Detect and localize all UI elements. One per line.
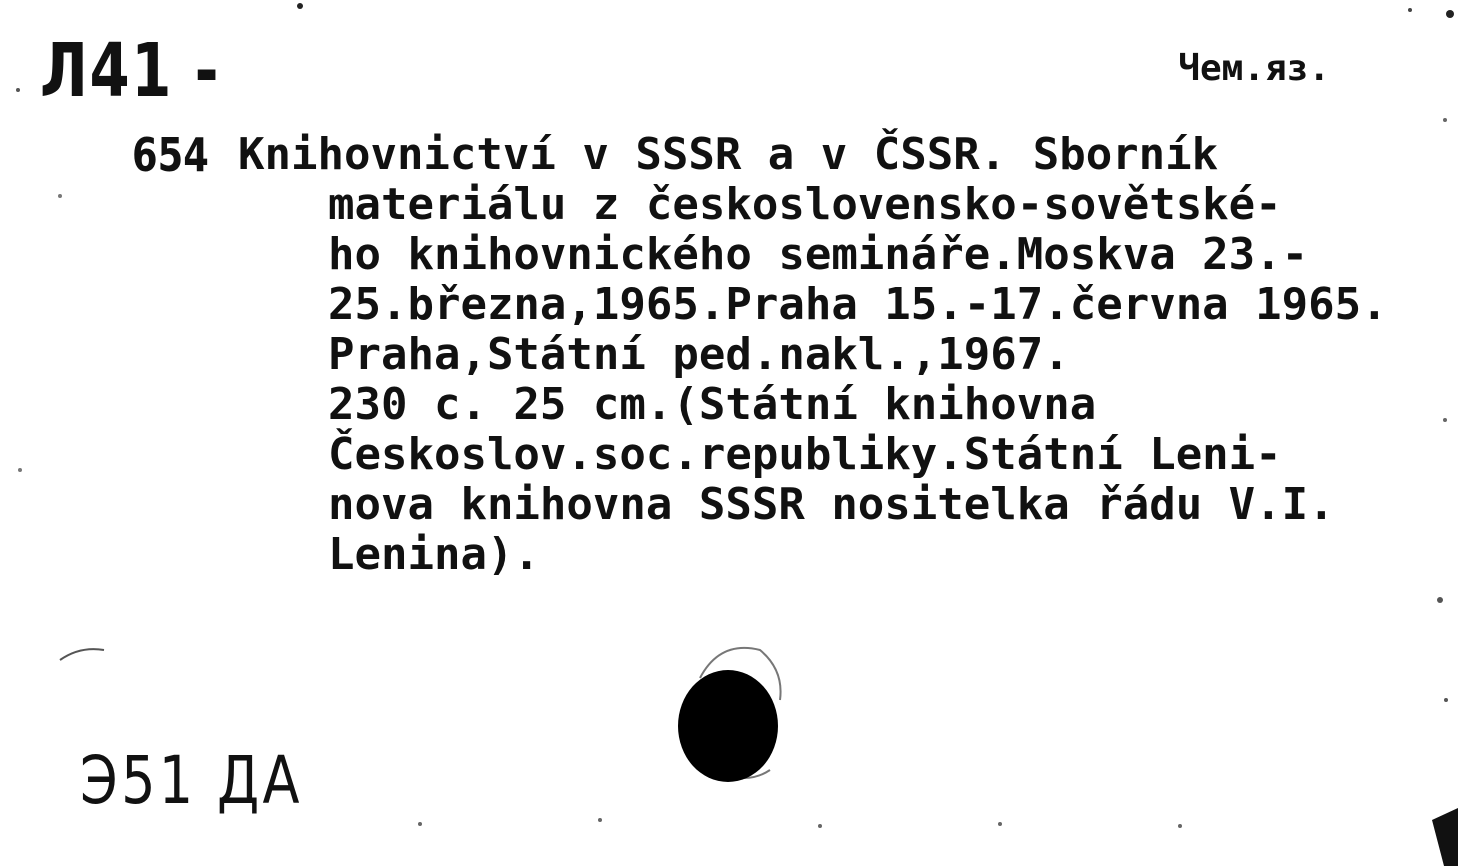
shelf-number: 654: [132, 128, 209, 182]
entry-line: Praha,Státní ped.nakl.,1967.: [328, 329, 1070, 380]
entry-line: 230 с. 25 cm.(Státní knihovna: [328, 379, 1097, 430]
entry-body: [328, 180, 1388, 580]
entry-line: nova knihovna SSSR nositelka řádu V.I.: [328, 479, 1335, 530]
entry-line: Českoslov.soc.republiky.Státní Leni-: [328, 429, 1282, 480]
entry-line: ho knihovnického semináře.Moskva 23.-: [328, 229, 1309, 280]
entry-heading: Knihovnictví v SSSR a v ČSSR. Sborník: [238, 129, 1219, 180]
entry-line: 25.března,1965.Praha 15.-17.června 1965.: [328, 279, 1388, 330]
language-mark: Чем.яз.: [1178, 48, 1330, 89]
entry-line: Lenina).: [328, 529, 540, 580]
punch-hole: [678, 670, 778, 782]
inventory-number: Э51 ДА: [80, 742, 303, 819]
call-number: Л41 -: [40, 28, 221, 114]
entry-line: materiálu z československo-sovětské-: [328, 179, 1282, 230]
